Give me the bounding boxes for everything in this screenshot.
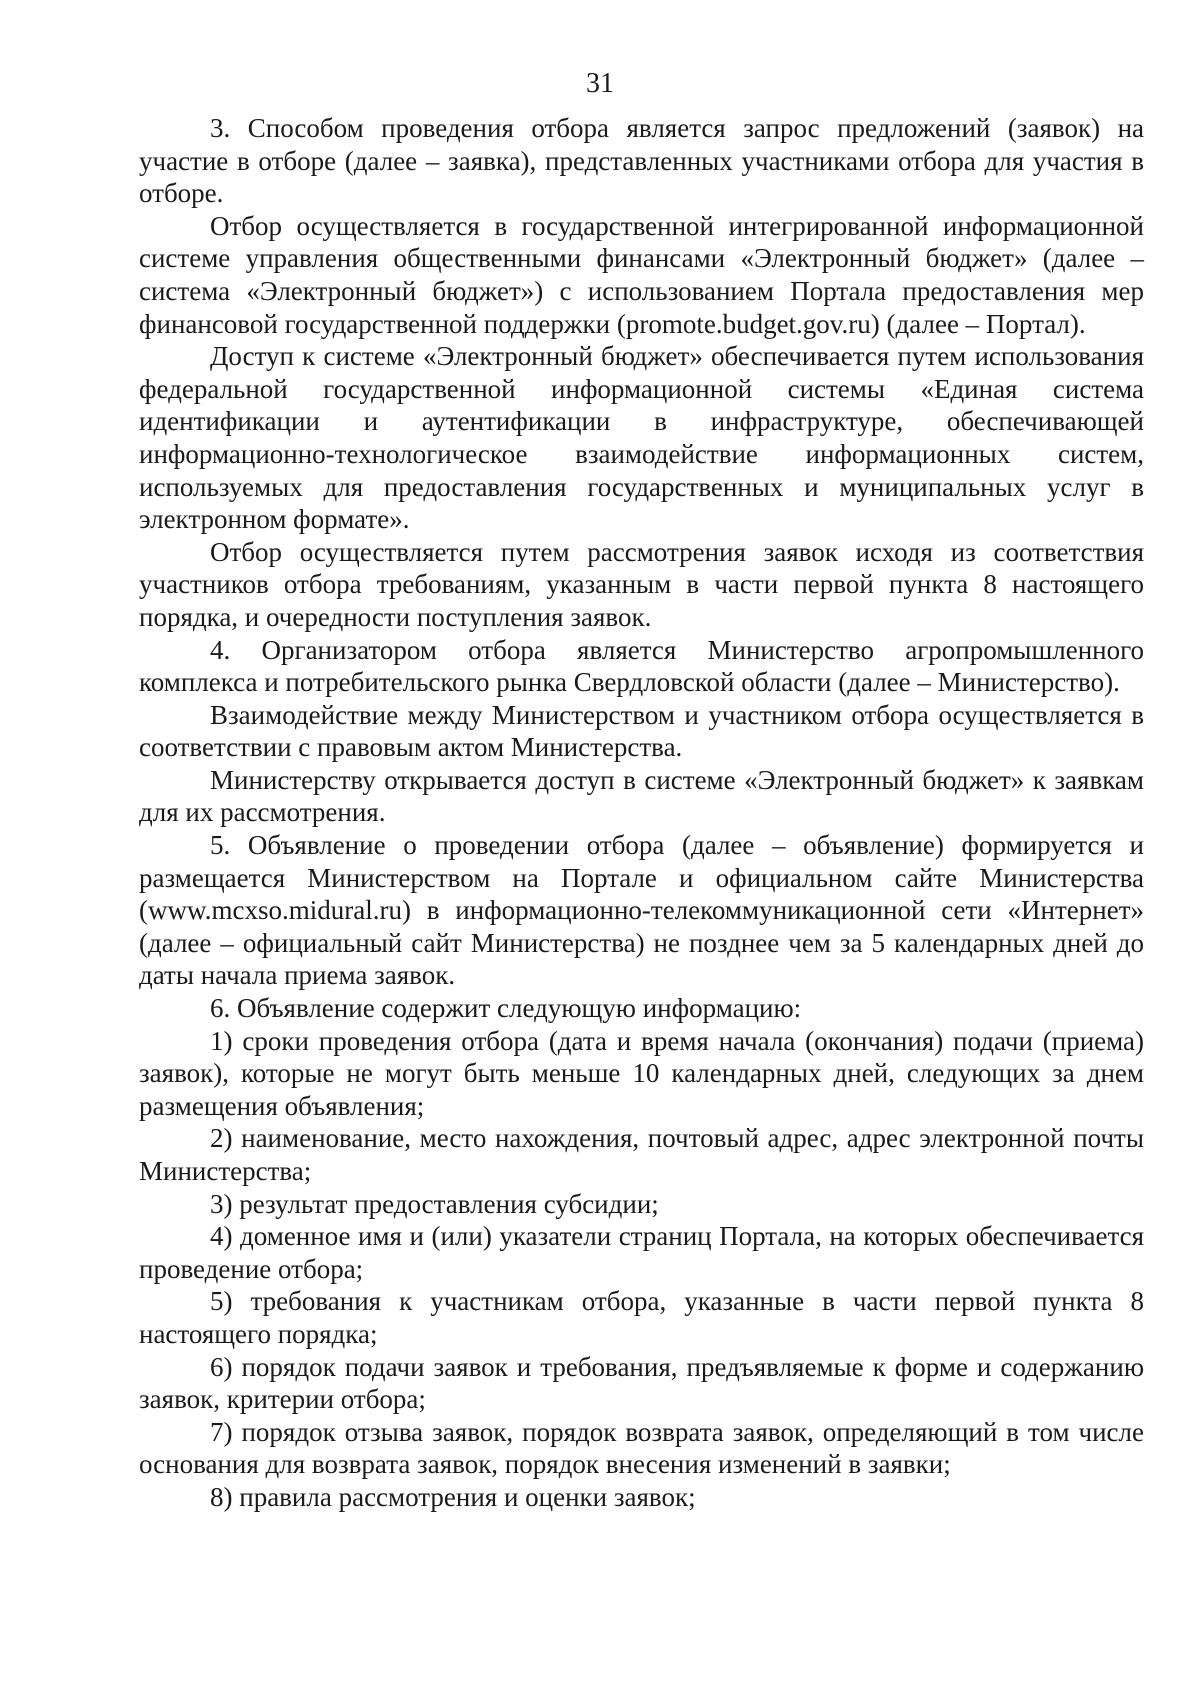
paragraph-5-announcement: 5. Объявление о проведении отбора (далее – объявление) формируется и размещается Министерством на Портале и официальном сайте Министерства (www.mcxso.midural.ru) в информационно-телекоммуникационной сети «Интернет» (далее – официальный сайт Министерства) не позднее чем за 5 календарных дней до даты начала приема заявок.: [139, 830, 1144, 991]
document-body: [139, 112, 1144, 1514]
list-item-4: 4) доменное имя и (или) указатели страниц Портала, на которых обеспечивается проведение отбора;: [139, 1221, 1144, 1284]
paragraph-selection-system: Отбор осуществляется в государственной интегрированной информационной системе управления общественными финансами «Электронный бюджет» (далее – система «Электронный бюджет») с использованием Портала предоставления мер финансовой государственной поддержки (promote.budget.gov.ru) (далее – Портал).: [139, 210, 1144, 339]
list-item-6: 6) порядок подачи заявок и требования, предъявляемые к форме и содержанию заявок, критерии отбора;: [139, 1351, 1144, 1415]
paragraph-3-selection-method: 3. Способом проведения отбора является запрос предложений (заявок) на участие в отборе (далее – заявка), представленных участниками отбора для участия в отборе.: [139, 113, 1144, 209]
list-item-3: 3) результат предоставления субсидии;: [210, 1188, 659, 1219]
paragraph-system-access: Доступ к системе «Электронный бюджет» обеспечивается путем использования федеральной государственной информационной системы «Единая система идентификации и аутентификации в инфраструктуре, обеспечивающей информационно-технологическое взаимодействие информационных систем, используемых для предоставления государственных и муниципальных услуг в электронном формате».: [139, 341, 1144, 535]
list-item-8: 8) правила рассмотрения и оценки заявок;: [210, 1481, 696, 1512]
list-item-2: 2) наименование, место нахождения, почтовый адрес, адрес электронной почты Министерства;: [139, 1123, 1144, 1186]
paragraph-6-announcement-contents: 6. Объявление содержит следующую информацию:: [210, 993, 802, 1024]
page-number: 31: [586, 68, 614, 99]
list-item-7: 7) порядок отзыва заявок, порядок возврата заявок, определяющий в том числе основания для возврата заявок, порядок внесения изменений в заявки;: [139, 1416, 1144, 1480]
list-item-5: 5) требования к участникам отбора, указанные в части первой пункта 8 настоящего порядка;: [139, 1286, 1144, 1349]
paragraph-interaction: Взаимодействие между Министерством и участником отбора осуществляется в соответствии с правовым актом Министерства.: [139, 699, 1144, 763]
paragraph-selection-review: Отбор осуществляется путем рассмотрения заявок исходя из соответствия участников отбора требованиям, указанным в части первой пункта 8 настоящего порядка, и очередности поступления заявок.: [139, 536, 1144, 632]
paragraph-ministry-access: Министерству открывается доступ в системе «Электронный бюджет» к заявкам для их рассмотрения.: [139, 764, 1144, 828]
paragraph-4-organizer: 4. Организатором отбора является Министерство агропромышленного комплекса и потребительского рынка Свердловской области (далее – Министерство).: [139, 634, 1144, 698]
list-item-1: 1) сроки проведения отбора (дата и время начала (окончания) подачи (приема) заявок), которые не могут быть меньше 10 календарных дней, следующих за днем размещения объявления;: [139, 1025, 1144, 1121]
